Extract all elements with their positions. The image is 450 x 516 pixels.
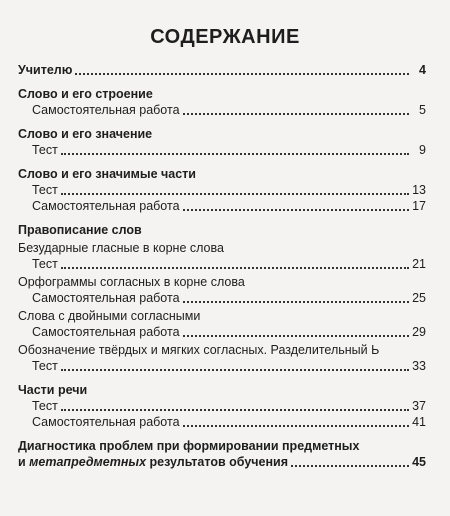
toc-entry[interactable] bbox=[18, 142, 426, 158]
entry-label: Самостоятельная работа bbox=[32, 291, 180, 305]
leader-dots bbox=[61, 359, 409, 371]
entry-label: Учителю bbox=[18, 63, 73, 77]
toc-entry-diagnostics[interactable] bbox=[18, 454, 426, 470]
section-heading: Части речи bbox=[18, 383, 88, 397]
leader-dots bbox=[183, 325, 409, 337]
page-number: 29 bbox=[412, 325, 426, 339]
entry-label: Тест bbox=[32, 359, 58, 373]
leader-dots bbox=[75, 63, 409, 75]
page-number: 45 bbox=[412, 455, 426, 469]
section-heading: Слово и его значение bbox=[18, 127, 153, 141]
entry-label: Самостоятельная работа bbox=[32, 199, 180, 213]
leader-dots bbox=[183, 199, 409, 211]
toc-entry[interactable] bbox=[18, 198, 426, 214]
entry-label: Самостоятельная работа bbox=[32, 325, 180, 339]
section-heading: Слово и его строение bbox=[18, 87, 153, 101]
leader-dots bbox=[61, 257, 409, 269]
leader-dots bbox=[291, 455, 409, 467]
entry-label: Самостоятельная работа bbox=[32, 415, 180, 429]
toc-entry[interactable] bbox=[18, 256, 426, 272]
page-number: 13 bbox=[412, 183, 426, 197]
page-number: 37 bbox=[412, 399, 426, 413]
toc-entry[interactable] bbox=[18, 398, 426, 414]
page-number: 33 bbox=[412, 359, 426, 373]
page-number: 25 bbox=[412, 291, 426, 305]
toc-entry[interactable] bbox=[18, 290, 426, 306]
toc-entry[interactable] bbox=[18, 414, 426, 430]
leader-dots bbox=[183, 103, 409, 115]
page-number: 4 bbox=[419, 63, 426, 77]
entry-label: Тест bbox=[32, 183, 58, 197]
entry-label: Тест bbox=[32, 143, 58, 157]
toc-entry[interactable] bbox=[18, 358, 426, 374]
page-number: 21 bbox=[412, 257, 426, 271]
page-number: 41 bbox=[412, 415, 426, 429]
page-number: 5 bbox=[419, 103, 426, 117]
table-of-contents bbox=[18, 62, 426, 470]
subsection-heading: Орфограммы согласных в корне слова bbox=[18, 275, 245, 289]
toc-entry-uchitelyu[interactable] bbox=[18, 62, 426, 78]
subsection-heading: Безударные гласные в корне слова bbox=[18, 241, 224, 255]
leader-dots bbox=[183, 415, 409, 427]
section-heading: Слово и его значимые части bbox=[18, 167, 196, 181]
leader-dots bbox=[61, 183, 409, 195]
leader-dots bbox=[183, 291, 409, 303]
leader-dots bbox=[61, 143, 409, 155]
subsection-heading: Слова с двойными согласными bbox=[18, 309, 201, 323]
page-number: 17 bbox=[412, 199, 426, 213]
entry-label: Тест bbox=[32, 257, 58, 271]
toc-entry[interactable] bbox=[18, 324, 426, 340]
toc-entry[interactable] bbox=[18, 102, 426, 118]
entry-label: Самостоятельная работа bbox=[32, 103, 180, 117]
entry-label: Тест bbox=[32, 399, 58, 413]
entry-label: и метапредметных результатов обучения bbox=[18, 455, 289, 469]
page-title: СОДЕРЖАНИЕ bbox=[150, 26, 300, 48]
section-heading: Диагностика проблем при формировании предметных bbox=[18, 439, 360, 453]
page-number: 9 bbox=[419, 143, 426, 157]
section-heading: Правописание слов bbox=[18, 223, 142, 237]
subsection-heading: Обозначение твёрдых и мягких согласных. Разделительный Ь bbox=[18, 343, 380, 357]
leader-dots bbox=[61, 399, 409, 411]
toc-entry[interactable] bbox=[18, 182, 426, 198]
